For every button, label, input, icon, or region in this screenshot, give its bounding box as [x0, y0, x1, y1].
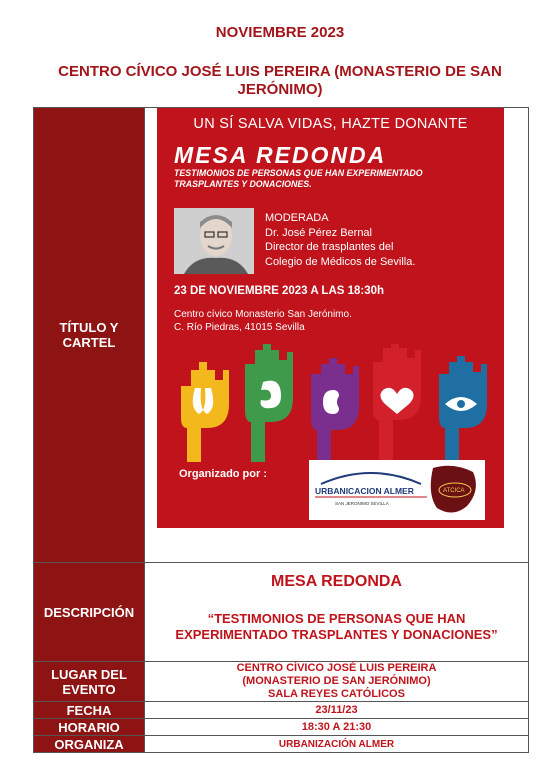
- event-poster: [157, 108, 504, 528]
- poster-title: MESA REDONDA: [174, 142, 387, 168]
- label-schedule: HORARIO: [34, 719, 145, 735]
- document-month: NOVIEMBRE 2023: [215, 24, 345, 41]
- label-date: FECHA: [34, 702, 145, 718]
- poster-subtitle-line: TRASPLANTES Y DONACIONES.: [174, 179, 312, 189]
- address-line: Centro cívico Monasterio San Jerónimo.: [174, 309, 352, 320]
- description-subtitle: “TESTIMONIOS DE PERSONAS QUE HAN EXPERIMENTADO TRASPLANTES Y DONACIONES”: [175, 611, 498, 642]
- poster-date: 23 DE NOVIEMBRE 2023 A LAS 18:30h: [174, 285, 385, 297]
- place-value: [145, 662, 528, 701]
- row-organizer: [34, 736, 528, 752]
- hand-heart-icon: [373, 344, 421, 462]
- svg-text:SAN JERONIMO SEVILLA: SAN JERONIMO SEVILLA: [335, 501, 389, 506]
- hand-eye-icon: [439, 356, 487, 462]
- address-line: C. Río Piedras, 41015 Sevilla: [174, 322, 305, 333]
- document-venue-title: CENTRO CÍVICO JOSÉ LUIS PEREIRA (MONASTERIO DE SAN JERÓNIMO): [58, 63, 502, 98]
- svg-text:URBANICACION ALMER: URBANICACION ALMER: [315, 486, 414, 496]
- organizer-logo: [309, 460, 485, 520]
- row-title-poster: [34, 108, 528, 563]
- date-value: 23/11/23: [315, 704, 358, 716]
- description-title: MESA REDONDA: [271, 573, 402, 590]
- hand-stomach-icon: [245, 344, 293, 462]
- place-line: CENTRO CÍVICO JOSÉ LUIS PEREIRA: [236, 662, 437, 674]
- moderator-line: Dr. José Pérez Bernal: [265, 226, 372, 239]
- label-place: LUGAR DEL EVENTO: [34, 662, 145, 701]
- hand-kidney-icon: [311, 358, 359, 462]
- poster-subtitle: [174, 168, 504, 190]
- description-value: [145, 563, 528, 661]
- svg-text:ATCICA: ATCICA: [443, 488, 465, 494]
- poster-address: [174, 308, 352, 334]
- label-description: DESCRIPCIÓN: [34, 563, 145, 661]
- row-schedule: [34, 719, 528, 736]
- hand-lungs-icon: [181, 362, 229, 462]
- moderator-line: Director de trasplantes del: [265, 241, 394, 253]
- poster-cell: [145, 108, 528, 562]
- schedule-value: 18:30 A 21:30: [301, 721, 372, 733]
- poster-subtitle-line: TESTIMONIOS DE PERSONAS QUE HAN EXPERIMENTADO: [174, 168, 423, 178]
- label-title-poster: TÍTULO Y CARTEL: [34, 108, 145, 562]
- event-table: [33, 107, 529, 753]
- poster-organized-by: Organizado por :: [179, 468, 267, 480]
- moderator-photo: [174, 208, 254, 274]
- poster-moderator: [265, 211, 415, 269]
- place-line: (MONASTERIO DE SAN JERÓNIMO): [242, 675, 431, 687]
- organ-hands-illustration: [177, 344, 502, 462]
- place-line: SALA REYES CATÓLICOS: [268, 688, 405, 700]
- organizer-value: URBANIZACIÓN ALMER: [278, 738, 395, 750]
- moderator-line: MODERADA: [265, 212, 329, 224]
- label-organizer: ORGANIZA: [34, 736, 145, 752]
- poster-tagline: UN SÍ SALVA VIDAS, HAZTE DONANTE: [193, 116, 468, 132]
- row-description: [34, 563, 528, 662]
- row-place: [34, 662, 528, 702]
- row-date: [34, 702, 528, 719]
- moderator-line: Colegio de Médicos de Sevilla.: [265, 255, 416, 268]
